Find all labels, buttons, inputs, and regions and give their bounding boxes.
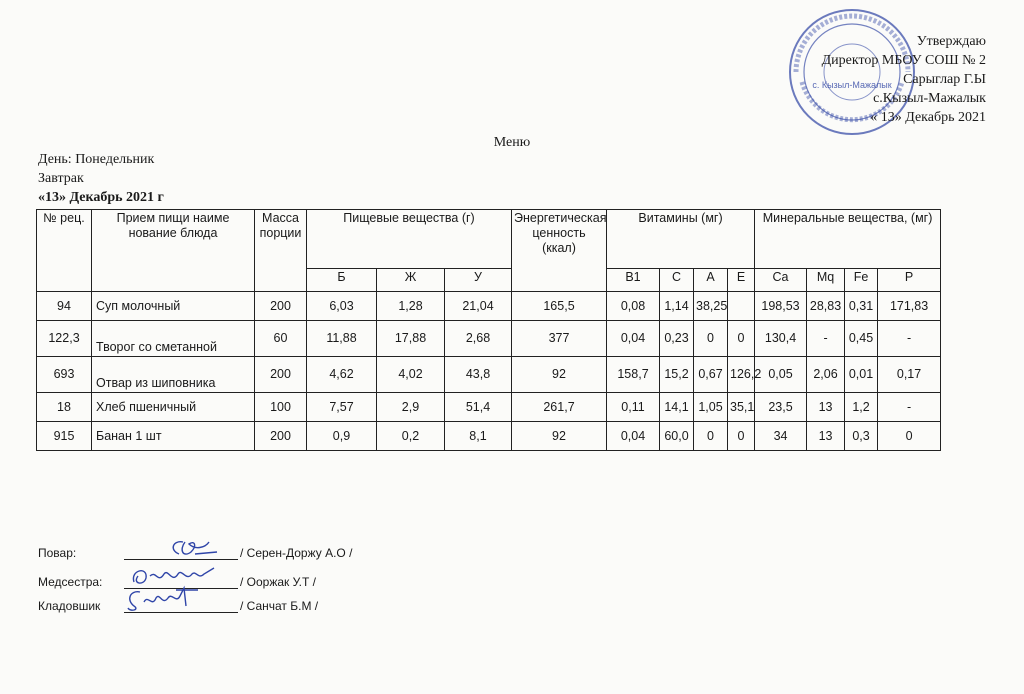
signature-name-nurse: / Ооржак У.Т /: [240, 575, 316, 589]
cell-b1: 0,11: [607, 393, 660, 422]
subheader-b: Б: [307, 269, 377, 292]
header-energy: Энергетическая ценность (ккал): [512, 210, 607, 292]
cell-rec: 915: [37, 422, 92, 451]
header-row: [37, 210, 941, 269]
subheader-c: C: [660, 269, 694, 292]
cell-energy: 261,7: [512, 393, 607, 422]
cell-p: 0: [878, 422, 941, 451]
cell-c: 60,0: [660, 422, 694, 451]
cell-u: 43,8: [445, 357, 512, 393]
approval-line-5: « 13» Декабрь 2021: [870, 110, 986, 125]
cell-c: 1,14: [660, 292, 694, 321]
cell-b1: 158,7: [607, 357, 660, 393]
subheader-b1: B1: [607, 269, 660, 292]
cell-zh: 0,2: [377, 422, 445, 451]
cell-mq: 2,06: [807, 357, 845, 393]
cell-energy: 377: [512, 321, 607, 357]
cell-b: 6,03: [307, 292, 377, 321]
cell-b: 4,62: [307, 357, 377, 393]
approval-line-3: Сарыглар Г.Ы: [903, 72, 986, 87]
cell-u: 51,4: [445, 393, 512, 422]
cell-energy: 92: [512, 357, 607, 393]
cell-u: 21,04: [445, 292, 512, 321]
cell-e: 0: [728, 422, 755, 451]
cell-b1: 0,04: [607, 321, 660, 357]
signature-role-storekeeper: Кладовшик: [38, 599, 101, 613]
cell-zh: 2,9: [377, 393, 445, 422]
cell-ca: 23,5: [755, 393, 807, 422]
cell-name: Отвар из шиповника: [92, 357, 255, 393]
subheader-mq: Mq: [807, 269, 845, 292]
cell-p: -: [878, 393, 941, 422]
table-row: [37, 422, 941, 451]
cell-name: Банан 1 шт: [92, 422, 255, 451]
cell-c: 15,2: [660, 357, 694, 393]
day-label: День: Понедельник: [38, 152, 155, 167]
cell-mq: -: [807, 321, 845, 357]
cell-fe: 0,45: [845, 321, 878, 357]
cell-mq: 28,83: [807, 292, 845, 321]
cell-b: 11,88: [307, 321, 377, 357]
cell-mass: 60: [255, 321, 307, 357]
cell-b: 0,9: [307, 422, 377, 451]
table-row: [37, 292, 941, 321]
cell-b1: 0,04: [607, 422, 660, 451]
approval-block: [822, 32, 986, 127]
approval-line-2: Директор МБОУ СОШ № 2: [821, 53, 986, 68]
subheader-ca: Ca: [755, 269, 807, 292]
signature-name-cook: / Серен-Доржу А.О /: [240, 546, 353, 560]
approval-line-1: Утверждаю: [916, 34, 986, 49]
cell-b1: 0,08: [607, 292, 660, 321]
cell-b: 7,57: [307, 393, 377, 422]
cell-e: 126,2: [728, 357, 755, 393]
subheader-p: P: [878, 269, 941, 292]
stamp-text: с. Кызыл-Мажалык: [812, 80, 892, 90]
cell-a: 0: [694, 422, 728, 451]
cell-e: 0: [728, 321, 755, 357]
cell-fe: 0,01: [845, 357, 878, 393]
cell-ca: 198,53: [755, 292, 807, 321]
cell-mq: 13: [807, 393, 845, 422]
cell-energy: 92: [512, 422, 607, 451]
meal-label: Завтрак: [38, 171, 84, 186]
cell-rec: 122,3: [37, 321, 92, 357]
signature-name-storekeeper: / Санчат Б.М /: [240, 599, 319, 613]
header-name: Прием пищи наиме нование блюда: [92, 210, 255, 292]
subheader-zh: Ж: [377, 269, 445, 292]
cell-a: 0,67: [694, 357, 728, 393]
cell-fe: 1,2: [845, 393, 878, 422]
cell-mq: 13: [807, 422, 845, 451]
header-minerals: Минеральные вещества, (мг): [755, 210, 941, 269]
cell-e: [728, 292, 755, 321]
page-title: Меню: [493, 135, 531, 150]
cell-rec: 693: [37, 357, 92, 393]
date-label: «13» Декабрь 2021 г: [38, 190, 164, 205]
cell-p: -: [878, 321, 941, 357]
cell-mass: 200: [255, 422, 307, 451]
cell-zh: 1,28: [377, 292, 445, 321]
header-vitamins: Витамины (мг): [607, 210, 755, 269]
table-row: [37, 321, 941, 357]
table-row: [37, 393, 941, 422]
signature-role-cook: Повар:: [38, 546, 77, 560]
cell-u: 2,68: [445, 321, 512, 357]
cell-u: 8,1: [445, 422, 512, 451]
approval-line-4: с.Кызыл-Мажалык: [873, 91, 986, 106]
cell-a: 0: [694, 321, 728, 357]
subheader-fe: Fe: [845, 269, 878, 292]
cell-zh: 4,02: [377, 357, 445, 393]
cell-ca: 130,4: [755, 321, 807, 357]
cell-fe: 0,3: [845, 422, 878, 451]
cell-a: 38,25: [694, 292, 728, 321]
cell-fe: 0,31: [845, 292, 878, 321]
cell-p: 171,83: [878, 292, 941, 321]
menu-table: [36, 209, 941, 451]
cell-c: 0,23: [660, 321, 694, 357]
subheader-u: У: [445, 269, 512, 292]
menu-body: [37, 292, 941, 451]
cell-a: 1,05: [694, 393, 728, 422]
cell-c: 14,1: [660, 393, 694, 422]
table-row: [37, 357, 941, 393]
handwritten-signature-storekeeper: [124, 584, 214, 621]
cell-name: Хлеб пшеничный: [92, 393, 255, 422]
cell-rec: 18: [37, 393, 92, 422]
cell-mass: 100: [255, 393, 307, 422]
cell-mass: 200: [255, 292, 307, 321]
header-rec: № рец.: [37, 210, 92, 292]
cell-rec: 94: [37, 292, 92, 321]
cell-mass: 200: [255, 357, 307, 393]
cell-ca: 0,05: [755, 357, 807, 393]
subheader-e: E: [728, 269, 755, 292]
header-mass: Масса порции: [255, 210, 307, 292]
signature-role-nurse: Медсестра:: [38, 575, 103, 589]
cell-ca: 34: [755, 422, 807, 451]
header-nutrients: Пищевые вещества (г): [307, 210, 512, 269]
cell-energy: 165,5: [512, 292, 607, 321]
subheader-a: A: [694, 269, 728, 292]
cell-zh: 17,88: [377, 321, 445, 357]
cell-e: 35,1: [728, 393, 755, 422]
cell-name: Суп молочный: [92, 292, 255, 321]
cell-p: 0,17: [878, 357, 941, 393]
cell-name: Творог со сметанной: [92, 321, 255, 357]
